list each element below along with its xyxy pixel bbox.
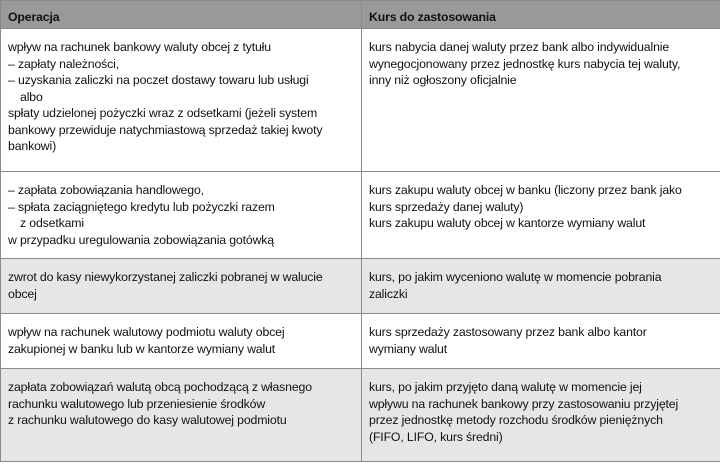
operation-line: – zapłata zobowiązania handlowego, xyxy=(8,183,204,197)
rate-line: (FIFO, LIFO, kurs średni) xyxy=(369,429,503,444)
operation-line: spłaty udzielonej pożyczki wraz z odsetkami (jeżeli system xyxy=(8,106,318,120)
operation-cell xyxy=(1,369,362,462)
rate-line: wynegocjonowany przez jednostkę kurs nabycia tej waluty, xyxy=(369,56,681,71)
rate-cell xyxy=(362,259,720,314)
operation-cell xyxy=(1,172,362,259)
operation-line: – zapłaty należności, xyxy=(8,56,120,71)
rate-line: kurs, po jakim przyjęto daną walutę w momencie jej xyxy=(369,380,642,394)
operation-cell xyxy=(1,29,362,172)
table-row xyxy=(1,29,720,172)
rate-line: kurs nabycia danej waluty przez bank albo indywidualnie xyxy=(369,40,670,54)
rate-cell xyxy=(362,369,720,462)
operation-line: bankowy przewiduje natychmiastową sprzedaż takiej kwoty xyxy=(8,122,323,137)
column-header-rate: Kurs do zastosowania xyxy=(362,1,720,29)
operation-line: z rachunku walutowego do kasy walutowej podmiotu xyxy=(8,413,287,427)
rate-line: wpływu na rachunek bankowy przy zastosowaniu przyjętej xyxy=(369,396,679,411)
table-row xyxy=(1,259,720,314)
rate-cell xyxy=(362,314,720,369)
rate-cell xyxy=(362,29,720,172)
table-row xyxy=(1,369,720,462)
operation-line: w przypadku uregulowania zobowiązania gotówką xyxy=(8,232,274,247)
operation-line: obcej xyxy=(8,286,37,301)
rate-line: zaliczki xyxy=(369,286,408,301)
rate-line: wymiany walut xyxy=(369,341,448,356)
operation-line: wpływ na rachunek walutowy podmiotu waluty obcej xyxy=(8,325,285,339)
operation-line: – uzyskania zaliczki na poczet dostawy towaru lub usługi xyxy=(8,73,309,87)
operation-line: bankowi) xyxy=(8,139,57,153)
operation-cell xyxy=(1,259,362,314)
operation-cell xyxy=(1,314,362,369)
operation-line: wpływ na rachunek bankowy waluty obcej z tytułu xyxy=(8,40,271,54)
table-row xyxy=(1,172,720,259)
operation-line: zakupionej w banku lub w kantorze wymiany walut xyxy=(8,341,276,356)
rate-line: inny niż ogłoszony oficjalnie xyxy=(369,73,517,87)
table-header-row xyxy=(1,1,720,29)
column-header-operation: Operacja xyxy=(1,1,362,29)
operation-line: – spłata zaciągniętego kredytu lub pożyczki razem xyxy=(8,199,275,214)
rate-line: kurs zakupu waluty obcej w banku (liczony przez bank jako xyxy=(369,183,682,197)
operation-line: rachunku walutowego lub przeniesienie środków xyxy=(8,396,266,411)
rate-line: kurs, po jakim wyceniono walutę w momencie pobrania xyxy=(369,270,662,284)
operation-line: albo xyxy=(20,89,43,104)
rate-cell xyxy=(362,172,720,259)
table-row xyxy=(1,314,720,369)
rate-line: przez jednostkę metody rozchodu środków pieniężnych xyxy=(369,413,663,427)
rate-line: kurs zakupu waluty obcej w kantorze wymiany walut xyxy=(369,216,646,230)
rate-line: kurs sprzedaży danej waluty) xyxy=(369,199,524,214)
operation-line: zapłata zobowiązań walutą obcą pochodzącą z własnego xyxy=(8,380,312,394)
operation-line: zwrot do kasy niewykorzystanej zaliczki pobranej w walucie xyxy=(8,270,323,284)
rate-line: kurs sprzedaży zastosowany przez bank albo kantor xyxy=(369,325,647,339)
operation-line: z odsetkami xyxy=(20,216,84,230)
